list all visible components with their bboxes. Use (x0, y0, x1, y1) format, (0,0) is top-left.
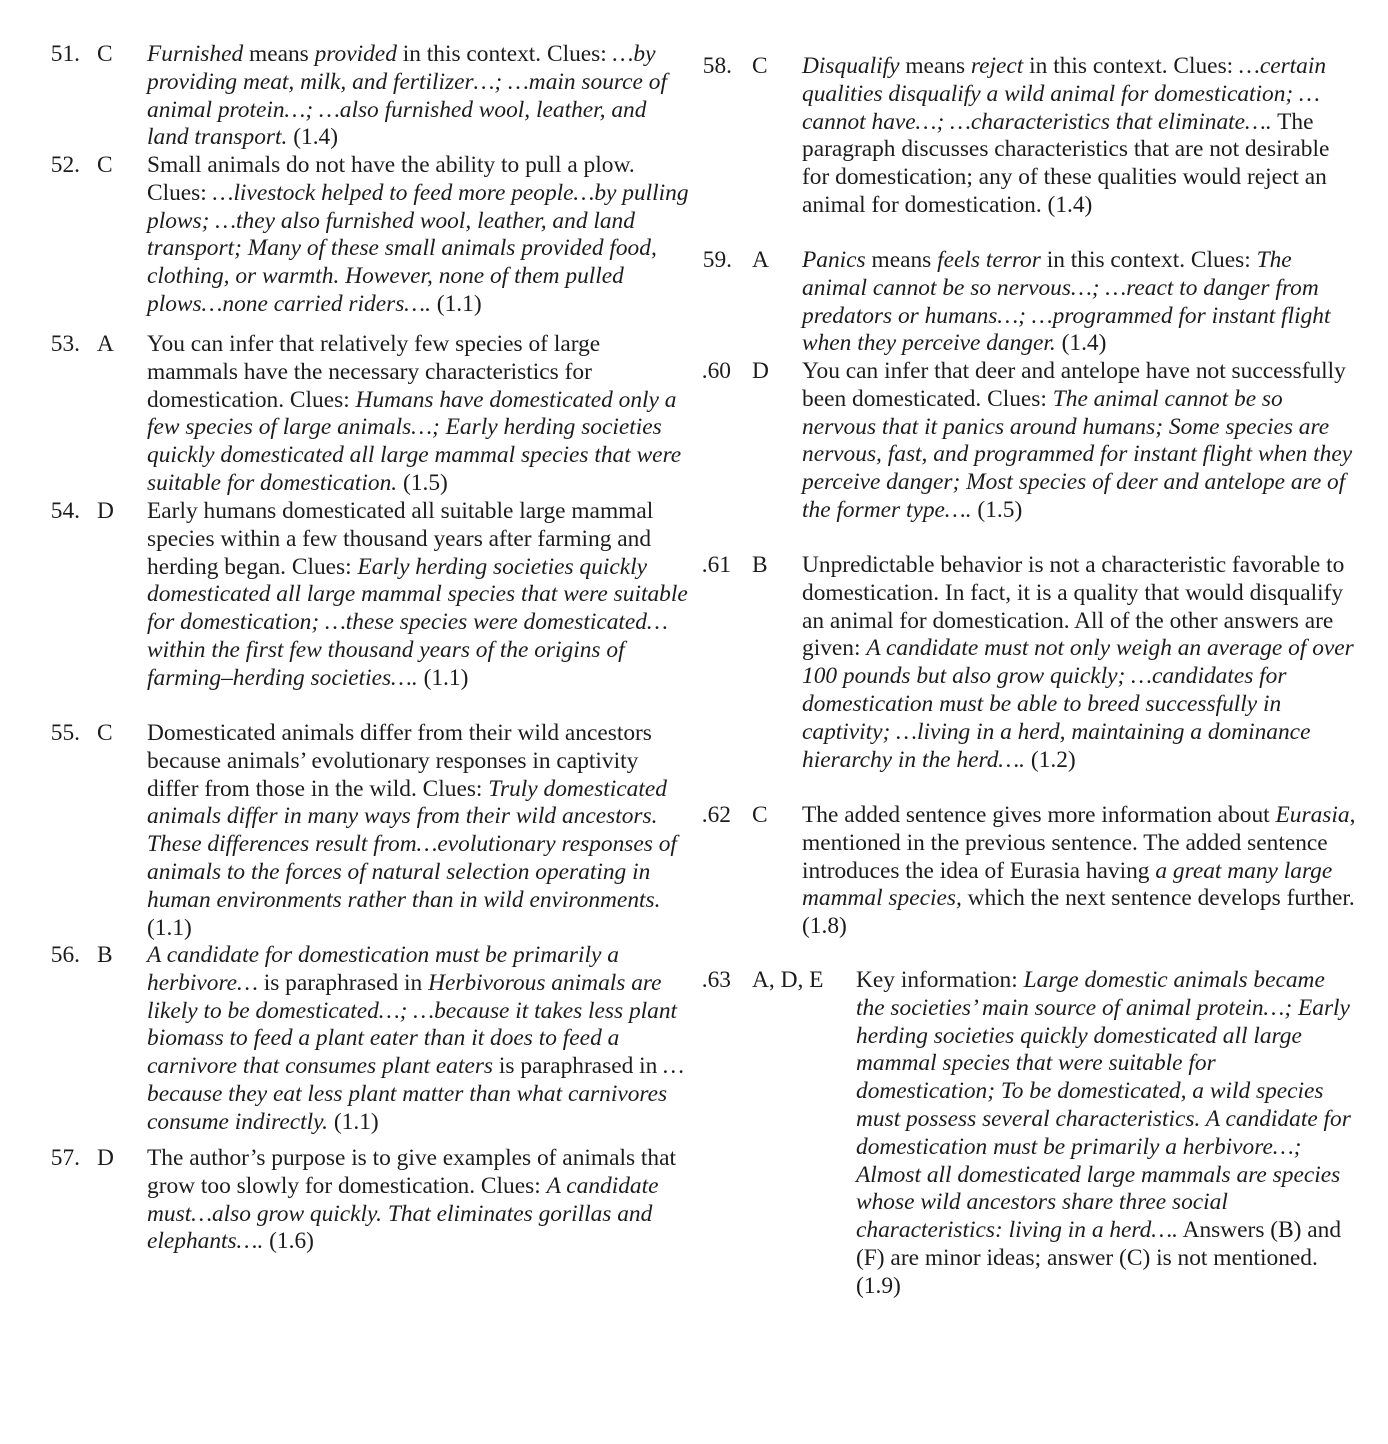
explanation-segment: (1.1) (147, 914, 192, 941)
explanation-text (147, 1145, 692, 1256)
quoted-clue-text: Early herding societies quickly domesticated all large mammal species that were suitable for domestication; …these species were domesticated…within the first few thousand years of the origins of farming–herding societies…. (147, 553, 688, 691)
explanation-segment: You can infer that relatively few species of large mammals have the necessary characteristics for domestication. Clues: (147, 331, 601, 413)
explanation-segment: (1.4) (1055, 330, 1107, 357)
explanation-text (802, 53, 1357, 220)
question-number: 52. (50, 152, 80, 178)
answer-letter: C (97, 41, 113, 67)
answer-letter: A (97, 331, 114, 357)
explanation-segment: means (865, 247, 938, 273)
explanation-segment: in this context. Clues: (1040, 247, 1257, 273)
quoted-clue-text: Eurasia (1275, 802, 1350, 828)
quoted-clue-text: Truly domesticated animals differ in many ways from their wild ancestors. These differences result from…evolutionary responses of animals to the forces of natural selection operating in human environments rather than in wild environments. (147, 775, 677, 913)
quoted-clue-text: Disqualify (802, 53, 900, 79)
question-number: 51. (50, 41, 80, 67)
question-number: 54. (50, 498, 80, 524)
explanation-segment: Small animals do not have the ability to pull a plow. Clues: (147, 152, 635, 206)
quoted-clue-text: feels terror (937, 247, 1041, 273)
explanation-text (802, 358, 1357, 525)
explanation-segment: The paragraph discusses characteristics that are not desirable for domestication; any of these qualities would reject an animal for domestication. (1.4) (802, 108, 1330, 218)
question-number: 63. (701, 967, 731, 993)
quoted-clue-text: reject (970, 53, 1024, 79)
explanation-text (802, 552, 1357, 774)
quoted-clue-text: A candidate for domestication must be primarily a herbivore… (147, 942, 619, 996)
answer-letter: A, D, E (752, 967, 824, 993)
quoted-clue-text: Furnished (147, 41, 244, 67)
explanation-text (147, 720, 692, 942)
quoted-clue-text: Panics (802, 247, 866, 273)
explanation-text (147, 152, 692, 319)
explanation-segment: which the next sentence develops further. (1.8) (802, 885, 1355, 940)
explanation-segment: , mentioned in the previous sentence. The added sentence introduces the idea of Eurasia having (802, 802, 1356, 884)
question-number: 53. (50, 331, 80, 357)
quoted-clue-text: …certain qualities disqualify a wild animal for domestication; …cannot have…; …characteristics that eliminate…. (802, 53, 1327, 135)
question-number: 57. (50, 1145, 80, 1171)
explanation-text (147, 498, 692, 693)
question-number: 55. (50, 720, 80, 746)
quoted-clue-text: Humans have domesticated only a few species of large animals…; Early herding societies quickly domesticated all large mammal species that were suitable for domestication. (147, 386, 682, 496)
explanation-text (147, 942, 692, 1137)
explanation-segment: Key information: (856, 967, 1024, 993)
answer-letter: B (752, 552, 768, 578)
quoted-clue-text: A candidate must not only weigh an average of over 100 pounds but also grow quickly; …candidates for domestication must be able to breed successfully in captivity; …living in a herd, maintaining a dominance hierarchy in the herd…. (802, 635, 1354, 773)
explanation-segment: in this context. Clues: (1023, 53, 1240, 79)
explanation-segment: is paraphrased in (493, 1053, 664, 1080)
explanation-segment: (1.1) (328, 1108, 379, 1135)
explanation-segment: The author’s purpose is to give examples of animals that grow too slowly for domestication. Clues: (147, 1145, 676, 1199)
quoted-clue-text: …by providing meat, milk, and fertilizer…; …main source of animal protein…; …also furnished wool, leather, and land transport. (147, 41, 667, 151)
explanation-segment: (1.4) (287, 124, 339, 151)
answer-letter: D (752, 358, 769, 384)
question-number: 56. (50, 942, 80, 968)
explanation-segment: in this context. Clues: (396, 41, 613, 67)
explanation-segment: Answers (B) and (F) are minor ideas; answer (C) is not mentioned. (1.9) (856, 1217, 1342, 1299)
quoted-clue-text: …livestock helped to feed more people…by pulling plows; …they also furnished wool, leather, and land transport; Many of these small animals provided food, clothing, or warmth. However, none of them pulled plows…none carried riders…. (147, 179, 689, 317)
explanation-segment: (1.6) (263, 1228, 314, 1255)
explanation-text (856, 967, 1356, 1301)
explanation-segment: Unpredictable behavior is not a characteristic favorable to domestication. In fact, it is a quality that would disqualify an animal for domestication. All of the other answers are given: (802, 552, 1345, 662)
question-number: 60. (701, 358, 731, 384)
answer-letter: A (752, 247, 769, 273)
question-number: 62. (701, 802, 731, 828)
answer-letter: C (97, 152, 113, 178)
answer-letter: C (97, 720, 113, 746)
quoted-clue-text: Large domestic animals became the societies’ main source of animal protein…; Early herding societies quickly domesticated all large mammal species that were suitable for domestication; To be domesticated, a wild species must possess several characteristics. A candidate for domestication must be primarily a herbivore…; Almost all domesticated large mammals are species whose wild ancestors share three social characteristics: living in a herd…. (856, 967, 1351, 1244)
explanation-segment: The added sentence gives more information about (802, 802, 1276, 828)
explanation-segment: Domesticated animals differ from their wild ancestors because animals’ evolutionary responses in captivity differ from those in the wild. Clues: (147, 720, 652, 802)
explanation-segment: (1.1) (417, 664, 469, 691)
answer-letter: C (752, 802, 768, 828)
answer-letter: C (752, 53, 768, 79)
question-number: 59. (702, 247, 732, 273)
quoted-clue-text: The animal cannot be so nervous that it panics around humans; Some species are nervous, fast, and programmed for instant flight when they perceive danger; Most species of deer and antelope are of the former type…. (802, 385, 1353, 523)
quoted-clue-text: provided (314, 41, 397, 67)
explanation-segment: Early humans domesticated all suitable large mammal species within a few thousand years after farming and herding began. Clues: (147, 498, 654, 580)
question-number: 58. (702, 53, 732, 79)
explanation-segment: (1.5) (971, 496, 1023, 523)
question-number: 61. (701, 552, 731, 578)
explanation-segment: (1.5) (397, 469, 448, 496)
answer-letter: D (97, 1145, 114, 1171)
explanation-segment: (1.2) (1025, 746, 1076, 773)
quoted-clue-text: A candidate must…also grow quickly. That eliminates gorillas and elephants…. (147, 1172, 659, 1255)
quoted-clue-text: The animal cannot be so nervous…; …react to danger from predators or humans…; …programmed for instant flight when they perceive danger. (802, 247, 1331, 357)
answer-letter: B (97, 942, 113, 968)
explanation-segment: is paraphrased in (257, 969, 429, 996)
quoted-clue-text: Herbivorous animals are likely to be domesticated…; …because it takes less plant biomass to feed a plant eater than it does to feed a carnivore that consumes plant eaters (147, 969, 678, 1080)
explanation-text (802, 247, 1357, 358)
quoted-clue-text: a great many large mammal species, (802, 857, 1333, 912)
explanation-text (147, 331, 692, 498)
explanation-segment: You can infer that deer and antelope have not successfully been domesticated. Clues: (802, 358, 1346, 412)
explanation-segment: means (243, 41, 315, 67)
explanation-text (802, 802, 1357, 941)
explanation-segment: (1.1) (430, 290, 482, 317)
quoted-clue-text: …because they eat less plant matter than what carnivores consume indirectly. (147, 1053, 685, 1135)
answer-letter: D (97, 498, 114, 524)
explanation-text (147, 41, 692, 152)
explanation-segment: means (899, 53, 971, 79)
